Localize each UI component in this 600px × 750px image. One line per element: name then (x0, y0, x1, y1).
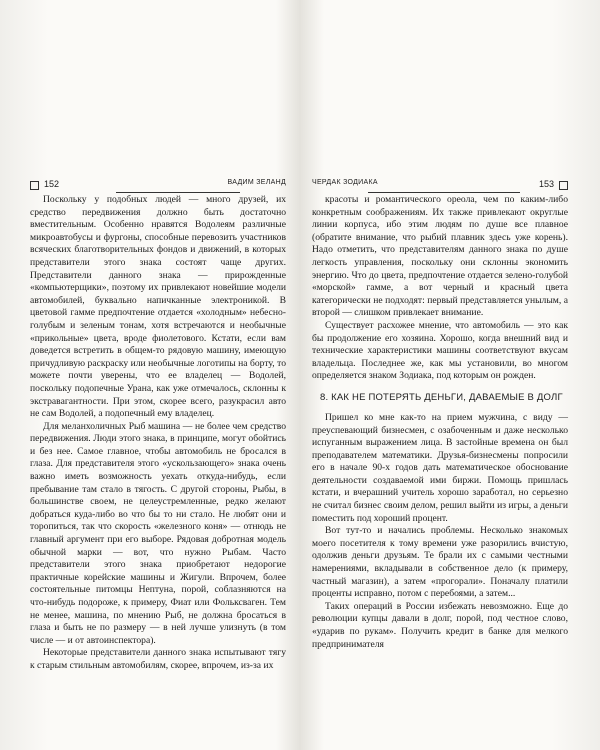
page-number: 152 (44, 179, 60, 189)
running-head: ВАДИМ ЗЕЛАНД (227, 179, 286, 186)
running-head: ЧЕРДАК ЗОДИАКА (312, 179, 378, 186)
paragraph: Таких операций в России избежать невозможно. Еще до революции купцы давали в долг, порой, под честное слово, «ударив по рукам». Получить кредит в банке для мелкого предпринимателя (312, 600, 568, 650)
right-page-body (312, 194, 568, 651)
page-number: 153 (538, 179, 554, 189)
right-page-header (312, 178, 568, 194)
paragraph: Вот тут-то и начались проблемы. Несколько знакомых моего посетителя к тому времени уже разорились вчистую, одолжив деньги друзьям. Те брали их с самыми честными намерениями, вкладывали в собственное дело (к примеру, частный магазин), а затем «прогорали». Поначалу платили проценты исправно, потом с перебоями, а затем... (312, 525, 568, 600)
left-page-body (30, 194, 286, 673)
paragraph: Поскольку у подобных людей — много друзей, их средство передвижения должно быть достаточно вместительным. Особенно нравятся Водолеям различные микроавтобусы и фургоны, способные перевозить участников всяческих благотворительных фондов и движений, в которых представители этого знака состоят чаще других. Представители данного знака — прирожденные «компьютерщики», поэтому их привлекают новейшие модели автомобилей, буквально напичканные электроникой. В цветовой гамме предпочтение отдается «холодным» небесно-голубым и зеленым тонам, хотя встречаются и необычные «прикольные» цвета, вроде фиолетового. Кстати, если вам доведется встретить в общем-то рядовую машину, имеющую причудливую раскраску или необычные логотипы на борту, то можете почти уверены, что ее владелец — Водолей, поскольку подопечные Урана, как уже отмечалось, склонны к экстравагантности. При этом, скорее всего, разукрасил авто не сам Водолей, а подопечный ему владелец. (30, 194, 286, 420)
left-page-header (30, 178, 286, 194)
page-marker-icon (559, 181, 568, 190)
header-rule (116, 192, 240, 193)
header-rule (368, 192, 520, 193)
paragraph: Для меланхоличных Рыб машина — не более чем средство передвижения. Люди этого знака, в принципе, могут обойтись и без нее. Самое главное, чтобы автомобиль не бросался в глаза. Для представителя этого «ускользающего» знака очень важно иметь возможность уехать откуда-нибудь, если пребывание там стало в тягость. С другой стороны, Рыбы, в большинстве своем, не целеустремленные, редко желают добраться куда-либо во что бы то ни стало. Не любят они и торопиться, так что скорость «железного коня» — отнюдь не главный аргумент при его выборе. Рядовая добротная модель обычной марки — вот, что нужно Рыбам. Часто представители этого знака приобретают недорогие практичные корейские машины и Жигули. Впрочем, более состоятельные питомцы Нептуна, порой, соблазняются на что-нибудь подороже, к примеру, Фиат или Фольксваген. Тем не менее, машина, по мнению Рыб, не должна бросаться в глаза и быть не по размеру — в ней лучше улизнуть (в том числе — и от автоинспектора). (30, 420, 286, 646)
section-heading: 8. КАК НЕ ПОТЕРЯТЬ ДЕНЬГИ, ДАВАЕМЫЕ В ДОЛГ (320, 391, 563, 403)
left-page (30, 178, 286, 673)
paragraph: Пришел ко мне как-то на прием мужчина, с виду — преуспевающий бизнесмен, с озабоченным и даже несколько испуганным выражением лица. В застойные времена он был преподавателем математики. Друзья-бизнесмены попросили его в начале 90-х годов дать математическое обоснование деятельности создаваемой ими биржи. Помощь пришлась кстати, и вчерашний учитель хорошо заработал, но серьезно не считал бизнес своим делом, решил выйти из игры, а деньги поместить под хороший процент. (312, 411, 568, 524)
right-page (312, 178, 568, 651)
paragraph: Существует расхожее мнение, что автомобиль — это как бы продолжение его хозяина. Хорошо, когда внешний вид и технические характеристики машины соответствуют вкусам владельца. Последнее же, как мы установили, во многом определяется знаком Зодиака, под которым он рожден. (312, 319, 568, 382)
paragraph: Некоторые представители данного знака испытывают тягу к старым стильным автомобилям, скорее, впрочем, из-за их (30, 647, 286, 671)
paragraph: красоты и романтического ореола, чем по каким-либо конкретным соображениям. Их также привлекают округлые линии корпуса, ибо этим людям по душе все плавное (обратите внимание, что рыбий плавник здесь уже корень). Надо отметить, что представителям данного знака по душе легкость управления, поскольку они склонны экономить энергию. Что до цвета, предпочтение отдается зелено-голубой «морской» гамме, а вот черный и красный цвета категорически не подходят: первый представляется унылым, а второй — слишком привлекает внимание. (312, 194, 568, 319)
page-marker-icon (30, 181, 39, 190)
